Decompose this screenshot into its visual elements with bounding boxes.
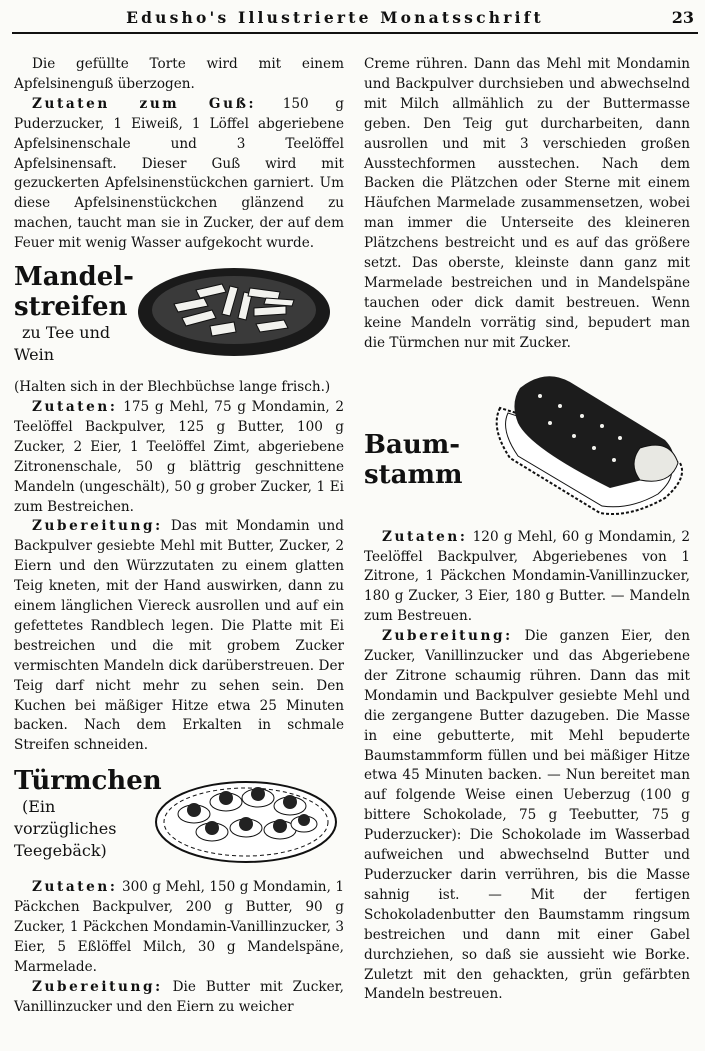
zutaten-label: Zutaten: — [32, 398, 118, 415]
left-column — [14, 55, 344, 1018]
baumstamm-zutaten: Zutaten: 120 g Mehl, 60 g Mondamin, 2 Teelöffel Backpulver, Abgeriebenes von 1 Zitrone, 1 Päckchen Mondamin-Vanillinzucker, 180 g Zucker, 3 Eier, 180 g Butter. — Mandeln zum Bestreuen. — [364, 528, 690, 625]
tuermchen-plate-illustration — [154, 766, 339, 866]
tuermchen-sub-1: (Ein — [22, 797, 56, 817]
mandelstreifen-plate-illustration — [134, 262, 334, 358]
tuermchen-sub-3: Teegebäck) — [14, 841, 107, 861]
tuermchen-sub-2: vorzügliches — [14, 819, 117, 839]
baumstamm-heading — [364, 368, 474, 490]
guss-paragraph: Zutaten zum Guß: 150 g Puderzucker, 1 Eiweiß, 1 Löffel abgeriebene Apfelsinenschale und 3 Teelöffel Apfelsinensaft. Dieser Guß wird mit gezuckerten Apfelsinenstückchen garniert. Um diese Apfelsinenstückchen glänzend zu machen, taucht man sie in Zucker, der auf dem Feuer mit wenig Wasser aufgekocht wurde. — [14, 95, 344, 252]
zubereitung-label: Zubereitung: — [32, 978, 163, 995]
zutaten-label: Zutaten: — [382, 528, 468, 545]
mandelstreifen-sub-2: Wein — [14, 345, 55, 365]
zubereitung-label: Zubereitung: — [382, 628, 513, 645]
intro-paragraph: Die gefüllte Torte wird mit einem Apfelsinenguß überzogen. — [14, 56, 344, 92]
guss-label: Zutaten zum Guß: — [32, 95, 257, 112]
zutaten-label: Zutaten: — [32, 879, 118, 896]
baumstamm-title-2: stamm — [364, 459, 463, 490]
tuermchen-zutaten: Zutaten: 300 g Mehl, 150 g Mondamin, 1 Päckchen Backpulver, 200 g Butter, 90 g Zucker, 1 Päckchen Mondamin-Vanillinzucker, 3 Eier, 5 Eßlöffel Milch, 30 g Mandelspäne, Marmelade. — [14, 879, 344, 975]
baumstamm-heading-block — [364, 368, 690, 528]
baumstamm-title-1: Baum- — [364, 429, 461, 460]
right-column — [364, 55, 690, 1005]
page-header — [12, 4, 698, 34]
mandelstreifen-zutaten: Zutaten: 175 g Mehl, 75 g Mondamin, 2 Teelöffel Backpulver, 125 g Butter, 100 g Zucker, 2 Eier, 1 Teelöffel Zimt, abgeriebene Zitronenschale, 50 g blättrig geschnittene Mandeln (ungeschält), 50 g grober Zucker, 1 Ei zum Bestreichen. — [14, 398, 344, 515]
mandelstreifen-sub-1: zu Tee und — [22, 323, 111, 343]
tuermchen-heading-block — [14, 766, 344, 878]
baumstamm-cake-illustration — [490, 368, 690, 518]
zubereitung-label: Zubereitung: — [32, 518, 163, 535]
tuermchen-heading — [14, 766, 162, 862]
tuermchen-continuation: Creme rühren. Dann das Mehl mit Mondamin und Backpulver durchsieben und abwechselnd mit Milch allmählich zu der Buttermasse geben. Den Teig gut durcharbeiten, dann ausrollen und mit 3 verschieden großen Ausstechformen ausstechen. Nach dem Backen die Plätzchen oder Sterne mit einem Häufchen Marmelade zusammensetzen, wobei man immer die Unterseite des kleineren Plätzchens bestreicht und es auf das größere setzt. Das oberste, kleinste dann ganz mit Marmelade bestreichen und in Mandelspäne tauchen oder dick damit bestreuen. Wenn keine Mandeln vorrätig sind, bepudert man die Türmchen nur mit Zucker. — [364, 56, 690, 351]
tuermchen-title: Türmchen — [14, 766, 162, 797]
mandelstreifen-heading — [14, 262, 134, 366]
mandelstreifen-title-1: Mandel- — [14, 262, 134, 293]
mandelstreifen-note: (Halten sich in der Blechbüchse lange frisch.) — [14, 379, 331, 396]
tuermchen-zubereitung: Zubereitung: Die Butter mit Zucker, Vanillinzucker und den Eiern zu weicher — [14, 978, 344, 1015]
mandelstreifen-heading-block — [14, 262, 344, 378]
magazine-title: Edusho's Illustrierte Monatsschrift — [126, 8, 544, 27]
mandelstreifen-title-2: streifen — [14, 292, 128, 323]
page-number: 23 — [671, 8, 694, 27]
baumstamm-zubereitung: Zubereitung: Die ganzen Eier, den Zucker, Vanillinzucker und das Abgeriebene der Zitrone schaumig rühren. Dann das mit Mondamin und Backpulver gesiebte Mehl und die zergangene Butter dazugeben. Die Masse in eine gebutterte, mit Mehl bepuderte Baumstammform füllen und bei mäßiger Hitze etwa 45 Minuten backen. — Nun bereitet man auf folgende Weise einen Ueberzug (100 g bittere Schokolade, 75 g Teebutter, 75 g Puderzucker): Die Schokolade im Wasserbad aufweichen und abwechselnd Butter und Puderzucker darin verrühren, bis die Masse sahnig ist. — Mit der fertigen Schokoladenbutter den Baumstamm ringsum bestreichen und dann mit einer Gabel durchziehen, so daß sie aussieht wie Borke. Zuletzt mit den gehackten, grün gefärbten Mandeln bestreuen. — [364, 628, 691, 1003]
mandelstreifen-zubereitung: Zubereitung: Das mit Mondamin und Backpulver gesiebte Mehl mit Butter, Zucker, 2 Eiern und den Würzzutaten zu einem glatten Teig kneten, mit der Hand auswirken, dann zu einem länglichen Viereck ausrollen und auf ein gefettetes Randblech legen. Die Platte mit Ei bestreichen und die mit grobem Zucker vermischten Mandeln dick darüberstreuen. Der Teig darf nicht mehr zu sehen sein. Den Kuchen bei mäßiger Hitze etwa 25 Minuten backen. Nach dem Erkalten in schmale Streifen schneiden. — [14, 518, 344, 754]
